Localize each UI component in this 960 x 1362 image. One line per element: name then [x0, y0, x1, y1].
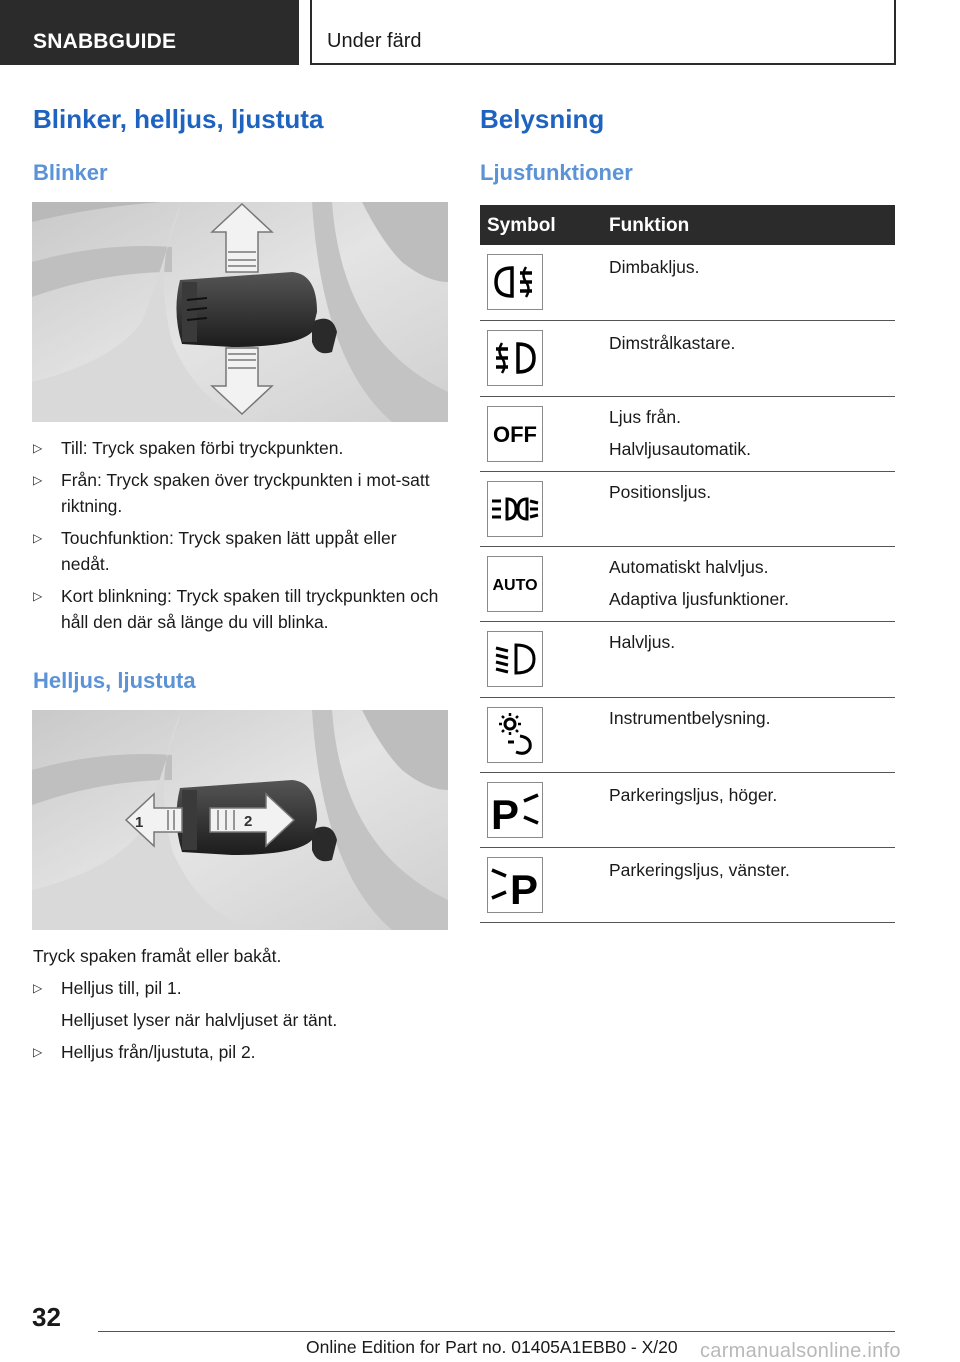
function-text: Parkeringsljus, höger.	[609, 785, 778, 805]
symbol-column-header: Symbol	[487, 215, 556, 236]
turn-signal-lever-photo	[32, 202, 448, 422]
rear-fog-light-icon	[487, 254, 543, 310]
table-row	[480, 773, 895, 848]
instrument-lighting-icon	[487, 707, 543, 763]
parking-light-left-icon	[487, 857, 543, 913]
bullet-triangle-icon: ▷	[33, 1045, 43, 1059]
helljus-bullet-2: ▷ Helljus från/ljustuta, pil 2.	[33, 1039, 443, 1065]
bullet-triangle-icon: ▷	[33, 441, 43, 455]
bullet-triangle-icon: ▷	[33, 531, 43, 545]
function-column-header: Funktion	[609, 215, 690, 236]
low-beam-icon	[487, 631, 543, 687]
svg-text:OFF: OFF	[493, 422, 537, 447]
function-text: Halvljusautomatik.	[609, 439, 751, 459]
blinker-bullet-4: ▷ Kort blinkning: Tryck spaken till tryckpunkten och håll den där så länge du vill blinka.	[33, 583, 443, 635]
table-row	[480, 397, 895, 472]
helljus-note: Helljuset lyser när halvljuset är tänt.	[61, 1010, 338, 1030]
watermark: carmanualsonline.info	[700, 1340, 901, 1362]
svg-text:P: P	[510, 866, 539, 912]
table-row	[480, 848, 895, 923]
lights-off-icon	[487, 406, 543, 462]
bullet-triangle-icon: ▷	[33, 589, 43, 603]
section-title: SNABBGUIDE	[33, 30, 177, 53]
auto-headlight-icon	[487, 556, 543, 612]
bullet-triangle-icon: ▷	[33, 473, 43, 487]
function-text: Parkeringsljus, vänster.	[609, 860, 790, 880]
helljus-intro: Tryck spaken framåt eller bakåt.	[33, 946, 282, 966]
function-text: Dimbakljus.	[609, 257, 700, 277]
arrow-label-1: 1	[135, 814, 144, 831]
left-section-title: Blinker, helljus, ljustuta	[33, 104, 324, 134]
chapter-tab	[310, 0, 896, 65]
blinker-bullet-2: ▷ Från: Tryck spaken över tryckpunkten i mot-satt riktning.	[33, 467, 443, 519]
parking-light-right-icon	[487, 782, 543, 838]
high-beam-lever-photo	[32, 710, 448, 930]
function-text: Ljus från.	[609, 407, 681, 427]
table-row	[480, 698, 895, 773]
table-row	[480, 547, 895, 622]
footer-divider	[98, 1331, 895, 1332]
svg-text:AUTO: AUTO	[492, 577, 538, 594]
edition-note: Online Edition for Part no. 01405A1EBB0 - X/20	[306, 1337, 678, 1357]
blinker-heading: Blinker	[33, 160, 108, 185]
right-section-title: Belysning	[480, 104, 605, 134]
section-tab	[0, 0, 299, 65]
svg-text:P: P	[491, 791, 520, 837]
page-number: 32	[32, 1302, 61, 1332]
function-text: Adaptiva ljusfunktioner.	[609, 589, 789, 609]
helljus-heading: Helljus, ljustuta	[33, 668, 196, 693]
helljus-bullet-1: ▷ Helljus till, pil 1.	[33, 975, 443, 1001]
light-functions-heading: Ljusfunktioner	[480, 160, 633, 185]
bullet-triangle-icon: ▷	[33, 981, 43, 995]
position-lights-icon	[487, 481, 543, 537]
function-text: Instrumentbelysning.	[609, 708, 771, 728]
table-row	[480, 472, 895, 547]
function-text: Automatiskt halvljus.	[609, 557, 769, 577]
function-text: Positionsljus.	[609, 482, 712, 502]
blinker-bullet-3: ▷ Touchfunktion: Tryck spaken lätt uppåt eller nedåt.	[33, 525, 443, 577]
blinker-bullet-1: ▷ Till: Tryck spaken förbi tryckpunkten.	[33, 435, 443, 461]
function-text: Halvljus.	[609, 632, 676, 652]
function-text: Dimstrålkastare.	[609, 333, 736, 353]
chapter-title: Under färd	[327, 30, 422, 52]
table-header	[480, 205, 895, 245]
arrow-label-2: 2	[244, 813, 253, 830]
table-row	[480, 321, 895, 397]
front-fog-light-icon	[487, 330, 543, 386]
table-row	[480, 245, 895, 321]
table-row	[480, 622, 895, 698]
